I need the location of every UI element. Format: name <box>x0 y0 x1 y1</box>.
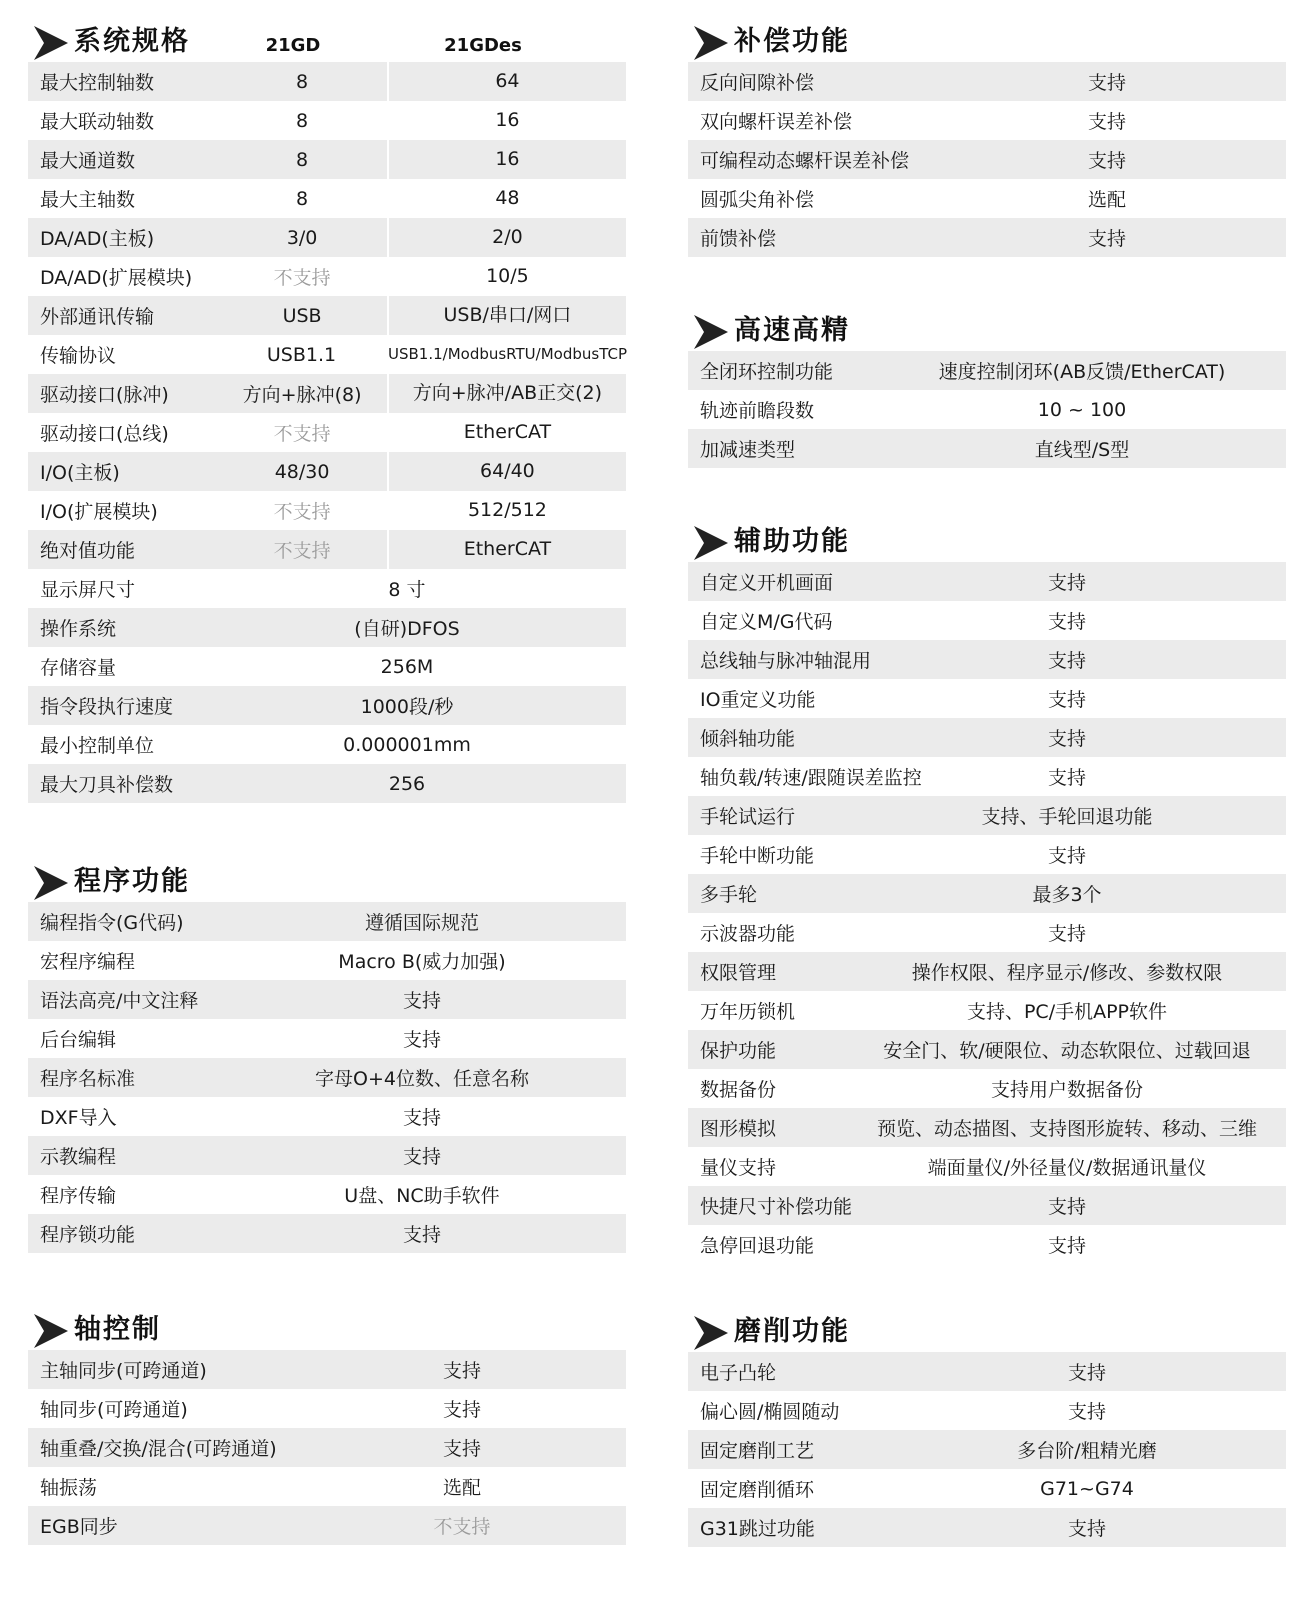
arrow-icon <box>694 526 728 560</box>
value-21gd: 8 <box>296 109 309 132</box>
value-21gd: 8 <box>296 148 309 171</box>
row-label: 操作系统 <box>40 618 117 640</box>
table-row <box>28 1097 626 1136</box>
section-system-spec <box>28 22 626 803</box>
section-title: 辅助功能 <box>734 526 850 557</box>
value-21gd: 不支持 <box>273 501 331 523</box>
table-row <box>688 140 1286 179</box>
table-row <box>28 257 626 296</box>
table-row <box>688 1352 1286 1391</box>
section-header <box>28 1310 626 1350</box>
table-row <box>28 1350 626 1389</box>
row-value: 支持 <box>1087 150 1126 172</box>
table-row <box>688 390 1286 429</box>
row-value: 256M <box>380 655 434 678</box>
row-label: 指令段执行速度 <box>40 696 174 718</box>
column-header-21gdes: 21GDes <box>444 35 522 56</box>
row-value: 支持 <box>1047 923 1086 945</box>
table-row <box>688 1469 1286 1508</box>
row-label: 电子凸轮 <box>700 1362 777 1384</box>
row-label: 图形模拟 <box>700 1118 777 1140</box>
section-header <box>688 311 1286 351</box>
row-value: 支持 <box>1047 1196 1086 1218</box>
value-21gd: 不支持 <box>273 267 331 289</box>
row-value: 端面量仪/外径量仪/数据通讯量仪 <box>927 1157 1207 1179</box>
row-label: 驱动接口(脉冲) <box>40 384 169 406</box>
section-compensation <box>688 22 1286 257</box>
value-21gdes: 48 <box>387 179 626 218</box>
row-label: 程序锁功能 <box>40 1224 136 1246</box>
value-21gd: 8 <box>296 70 309 93</box>
value-21gdes: EtherCAT <box>387 413 626 452</box>
row-label: 轴同步(可跨通道) <box>40 1399 188 1421</box>
section-header <box>688 22 1286 62</box>
arrow-icon <box>694 1316 728 1350</box>
table-row <box>28 1467 626 1506</box>
row-value: 多台阶/粗精光磨 <box>1017 1440 1157 1462</box>
table-row <box>688 1225 1286 1264</box>
table-row <box>28 101 626 140</box>
value-21gdes: 2/0 <box>387 218 626 257</box>
row-label: DXF导入 <box>40 1107 117 1129</box>
row-value: 支持 <box>1047 845 1086 867</box>
arrow-icon <box>34 866 68 900</box>
row-value: 支持、PC/手机APP软件 <box>966 1001 1168 1023</box>
row-label: 示教编程 <box>40 1146 117 1168</box>
row-value: 安全门、软/硬限位、动态软限位、过载回退 <box>883 1040 1251 1062</box>
row-value: 支持 <box>402 990 441 1012</box>
row-label: 轨迹前瞻段数 <box>700 400 815 422</box>
row-value: 支持 <box>1067 1362 1106 1384</box>
row-label: 轴重叠/交换/混合(可跨通道) <box>40 1438 277 1460</box>
section-header <box>28 862 626 902</box>
column-header-21gd: 21GD <box>265 35 321 56</box>
row-label: DA/AD(扩展模块) <box>40 267 193 289</box>
table-row <box>28 62 626 101</box>
table-row <box>28 764 626 803</box>
table-row <box>688 1508 1286 1547</box>
arrow-icon <box>34 1314 68 1348</box>
row-label: 固定磨削循环 <box>700 1479 815 1501</box>
table-row <box>28 1389 626 1428</box>
row-label: IO重定义功能 <box>700 689 816 711</box>
table-row <box>688 679 1286 718</box>
table-row <box>28 1058 626 1097</box>
table-row <box>688 218 1286 257</box>
table-row <box>688 101 1286 140</box>
value-21gd: 8 <box>296 187 309 210</box>
table-row <box>28 1136 626 1175</box>
row-label: 后台编辑 <box>40 1029 117 1051</box>
row-value: 直线型/S型 <box>1034 439 1130 461</box>
value-21gdes: 16 <box>387 140 626 179</box>
row-value: 支持 <box>1047 572 1086 594</box>
row-value: 支持 <box>1087 228 1126 250</box>
table-row <box>28 296 626 335</box>
value-21gd: USB <box>282 304 322 327</box>
row-value: 速度控制闭环(AB反馈/EtherCAT) <box>938 361 1226 383</box>
row-value: 1000段/秒 <box>360 696 454 718</box>
table-row <box>688 1108 1286 1147</box>
row-label: 程序名标准 <box>40 1068 136 1090</box>
row-label: 驱动接口(总线) <box>40 423 169 445</box>
table-row <box>28 902 626 941</box>
table-row <box>688 1186 1286 1225</box>
table-row <box>688 429 1286 468</box>
row-label: 圆弧尖角补偿 <box>700 189 815 211</box>
table-row <box>28 335 626 374</box>
table-row <box>28 1019 626 1058</box>
row-label: 手轮试运行 <box>700 806 796 828</box>
row-value: 256 <box>388 772 426 795</box>
table-row <box>28 941 626 980</box>
row-label: 宏程序编程 <box>40 951 136 973</box>
row-label: DA/AD(主板) <box>40 228 155 250</box>
value-21gdes: 16 <box>387 101 626 140</box>
table-row <box>28 686 626 725</box>
row-value: 不支持 <box>433 1516 491 1538</box>
row-label: 权限管理 <box>700 962 777 984</box>
section-axis-control <box>28 1310 626 1545</box>
row-value: G71~G74 <box>1040 1477 1134 1500</box>
table-row <box>28 491 626 530</box>
row-value: 支持 <box>1067 1401 1106 1423</box>
section-title: 轴控制 <box>74 1314 161 1345</box>
section-auxiliary <box>688 522 1286 1264</box>
row-label: 反向间隙补偿 <box>700 72 815 94</box>
row-label: 绝对值功能 <box>40 540 136 562</box>
row-label: 语法高亮/中文注释 <box>40 990 199 1012</box>
section-high-speed <box>688 311 1286 468</box>
row-label: 自定义M/G代码 <box>700 611 833 633</box>
table-row <box>688 179 1286 218</box>
table-row <box>688 1430 1286 1469</box>
row-label: 最大主轴数 <box>40 189 136 211</box>
row-value: 支持 <box>1087 72 1126 94</box>
table-row <box>28 1506 626 1545</box>
row-value: 选配 <box>1087 189 1126 211</box>
row-value: 支持、手轮回退功能 <box>981 806 1153 828</box>
row-label: 最小控制单位 <box>40 735 155 757</box>
row-label: 自定义开机画面 <box>700 572 834 594</box>
table-row <box>28 725 626 764</box>
row-value: 8 寸 <box>388 579 426 601</box>
table-row <box>688 1030 1286 1069</box>
section-title: 程序功能 <box>74 866 190 897</box>
row-value: 选配 <box>442 1477 481 1499</box>
value-21gdes: 方向+脉冲/AB正交(2) <box>387 374 626 413</box>
row-label: 手轮中断功能 <box>700 845 815 867</box>
table-row <box>688 913 1286 952</box>
row-value: 0.000001mm <box>343 733 471 756</box>
row-value: 操作权限、程序显示/修改、参数权限 <box>911 962 1223 984</box>
row-label: 快捷尺寸补偿功能 <box>700 1196 853 1218</box>
table-row <box>688 601 1286 640</box>
row-label: 最大通道数 <box>40 150 136 172</box>
row-value: 支持 <box>442 1438 481 1460</box>
row-label: 双向螺杆误差补偿 <box>700 111 853 133</box>
table-row <box>688 874 1286 913</box>
row-value: 支持 <box>402 1029 441 1051</box>
table-row <box>28 374 626 413</box>
section-header <box>688 1312 1286 1352</box>
row-label: 倾斜轴功能 <box>700 728 796 750</box>
table-row <box>28 980 626 1019</box>
section-title: 磨削功能 <box>734 1316 850 1347</box>
table-row <box>28 1428 626 1467</box>
row-value: 预览、动态描图、支持图形旋转、移动、三维 <box>876 1118 1257 1140</box>
row-label: 传输协议 <box>40 345 117 367</box>
table-row <box>28 140 626 179</box>
row-value: 支持 <box>1047 611 1086 633</box>
row-value: 支持用户数据备份 <box>990 1079 1143 1101</box>
row-label: 多手轮 <box>700 884 758 906</box>
value-21gdes: 10/5 <box>387 257 626 296</box>
row-value: 支持 <box>1087 111 1126 133</box>
table-row <box>688 1391 1286 1430</box>
row-label: G31跳过功能 <box>700 1518 815 1540</box>
value-21gd: 不支持 <box>273 540 331 562</box>
row-label: 前馈补偿 <box>700 228 777 250</box>
table-row <box>688 62 1286 101</box>
row-label: 轴振荡 <box>40 1477 98 1499</box>
row-label: 可编程动态螺杆误差补偿 <box>700 150 910 172</box>
row-label: 数据备份 <box>700 1079 777 1101</box>
section-header <box>688 522 1286 562</box>
row-label: 固定磨削工艺 <box>700 1440 815 1462</box>
value-21gdes: EtherCAT <box>387 530 626 569</box>
row-value: U盘、NC助手软件 <box>344 1185 500 1207</box>
table-row <box>28 452 626 491</box>
row-label: 量仪支持 <box>700 1157 777 1179</box>
row-value: 字母O+4位数、任意名称 <box>315 1068 529 1090</box>
row-value: 10 ~ 100 <box>1037 398 1127 421</box>
row-label: 编程指令(G代码) <box>40 912 184 934</box>
row-value: 最多3个 <box>1032 884 1102 906</box>
row-label: 万年历锁机 <box>700 1001 796 1023</box>
table-row <box>28 179 626 218</box>
arrow-icon <box>694 315 728 349</box>
value-21gdes: 512/512 <box>387 491 626 530</box>
row-label: 外部通讯传输 <box>40 306 155 328</box>
row-value: 支持 <box>402 1146 441 1168</box>
row-label: 偏心圆/椭圆随动 <box>700 1401 840 1423</box>
table-row <box>28 569 626 608</box>
section-program-functions <box>28 862 626 1253</box>
row-value: 支持 <box>1047 689 1086 711</box>
row-label: 轴负载/转速/跟随误差监控 <box>700 767 922 789</box>
table-row <box>28 413 626 452</box>
value-21gd: 3/0 <box>286 226 318 249</box>
table-row <box>688 757 1286 796</box>
value-21gd: 48/30 <box>274 460 330 483</box>
row-label: 急停回退功能 <box>700 1235 815 1257</box>
row-value: 支持 <box>442 1399 481 1421</box>
table-row <box>688 952 1286 991</box>
row-label: 最大控制轴数 <box>40 72 155 94</box>
table-row <box>688 991 1286 1030</box>
section-grinding <box>688 1312 1286 1547</box>
row-label: 主轴同步(可跨通道) <box>40 1360 207 1382</box>
table-row <box>688 1069 1286 1108</box>
row-value: 支持 <box>1047 1235 1086 1257</box>
table-row <box>688 562 1286 601</box>
row-value: 支持 <box>402 1224 441 1246</box>
row-label: EGB同步 <box>40 1516 118 1538</box>
row-value: 支持 <box>1067 1518 1106 1540</box>
table-row <box>688 835 1286 874</box>
row-label: I/O(扩展模块) <box>40 501 158 523</box>
arrow-icon <box>34 26 68 60</box>
row-label: 总线轴与脉冲轴混用 <box>700 650 872 672</box>
row-value: (自研)DFOS <box>354 618 460 640</box>
value-21gd: 方向+脉冲(8) <box>242 384 362 406</box>
row-value: Macro B(威力加强) <box>338 951 506 973</box>
value-21gdes: 64 <box>387 62 626 101</box>
row-value: 支持 <box>1047 650 1086 672</box>
section-header <box>28 22 626 62</box>
row-label: 全闭环控制功能 <box>700 361 834 383</box>
table-row <box>28 1175 626 1214</box>
row-label: 程序传输 <box>40 1185 117 1207</box>
value-21gdes: USB1.1/ModbusRTU/ModbusTCP <box>386 335 626 374</box>
table-row <box>688 796 1286 835</box>
section-title: 系统规格 <box>74 26 190 57</box>
row-value: 遵循国际规范 <box>364 912 479 934</box>
row-value: 支持 <box>1047 728 1086 750</box>
table-row <box>28 530 626 569</box>
table-row <box>688 1147 1286 1186</box>
row-value: 支持 <box>442 1360 481 1382</box>
value-21gdes: 64/40 <box>387 452 626 491</box>
section-title: 高速高精 <box>734 315 850 346</box>
row-label: 最大联动轴数 <box>40 111 155 133</box>
row-label: 显示屏尺寸 <box>40 579 136 601</box>
value-21gd: 不支持 <box>273 423 331 445</box>
row-label: 保护功能 <box>700 1040 777 1062</box>
row-label: 存储容量 <box>40 657 117 679</box>
table-row <box>28 608 626 647</box>
value-21gd: USB1.1 <box>266 343 337 366</box>
table-row <box>28 1214 626 1253</box>
value-21gdes: USB/串口/网口 <box>387 296 626 335</box>
row-label: 加减速类型 <box>700 439 796 461</box>
table-row <box>28 647 626 686</box>
table-row <box>28 218 626 257</box>
row-label: 最大刀具补偿数 <box>40 774 174 796</box>
row-label: 示波器功能 <box>700 923 796 945</box>
section-title: 补偿功能 <box>734 26 850 57</box>
row-value: 支持 <box>1047 767 1086 789</box>
arrow-icon <box>694 26 728 60</box>
table-row <box>688 718 1286 757</box>
row-value: 支持 <box>402 1107 441 1129</box>
row-label: I/O(主板) <box>40 462 120 484</box>
table-row <box>688 351 1286 390</box>
table-row <box>688 640 1286 679</box>
